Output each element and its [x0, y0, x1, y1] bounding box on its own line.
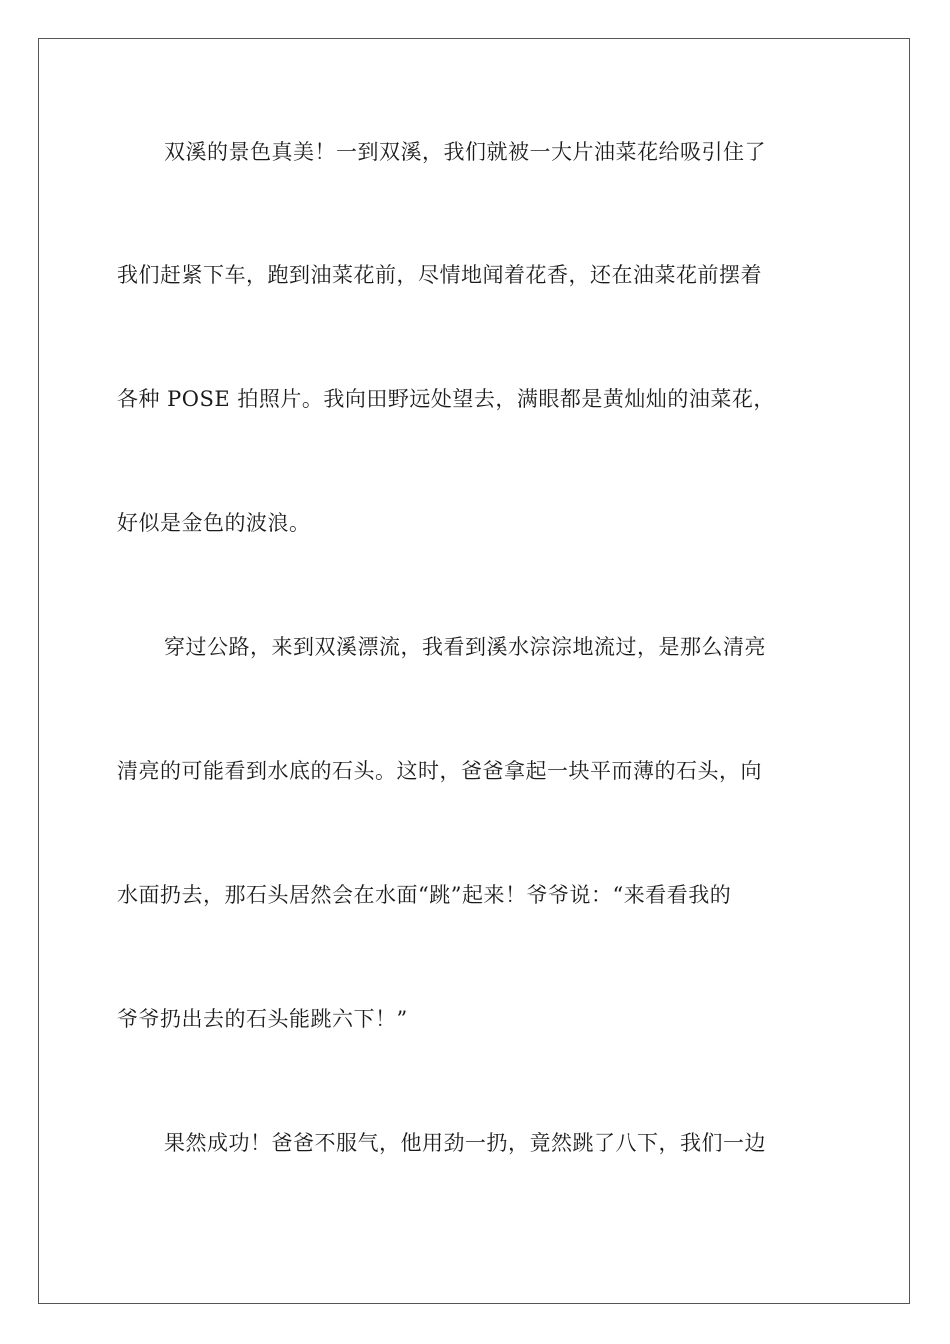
- paragraph-2-line-3: 水面扔去，那石头居然会在水面“跳”起来！爷爷说：“来看看我的: [117, 883, 732, 907]
- page-border: [38, 38, 910, 1304]
- paragraph-1-line-3: 各种 POSE 拍照片。我向田野远处望去，满眼都是黄灿灿的油菜花，: [117, 387, 775, 411]
- paragraph-1-line-4: 好似是金色的波浪。: [117, 511, 311, 535]
- paragraph-2-line-1: 穿过公路，来到双溪漂流，我看到溪水淙淙地流过，是那么清亮: [164, 635, 766, 659]
- paragraph-1-line-1: 双溪的景色真美！一到双溪，我们就被一大片油菜花给吸引住了: [164, 140, 766, 164]
- paragraph-1-line-2: 我们赶紧下车，跑到油菜花前，尽情地闻着花香，还在油菜花前摆着: [117, 263, 762, 287]
- paragraph-2-line-4: 爷爷扔出去的石头能跳六下！”: [117, 1007, 408, 1031]
- paragraph-2-line-2: 清亮的可能看到水底的石头。这时，爸爸拿起一块平而薄的石头，向: [117, 759, 762, 783]
- paragraph-3-line-1: 果然成功！爸爸不服气，他用劲一扔，竟然跳了八下，我们一边: [164, 1131, 766, 1155]
